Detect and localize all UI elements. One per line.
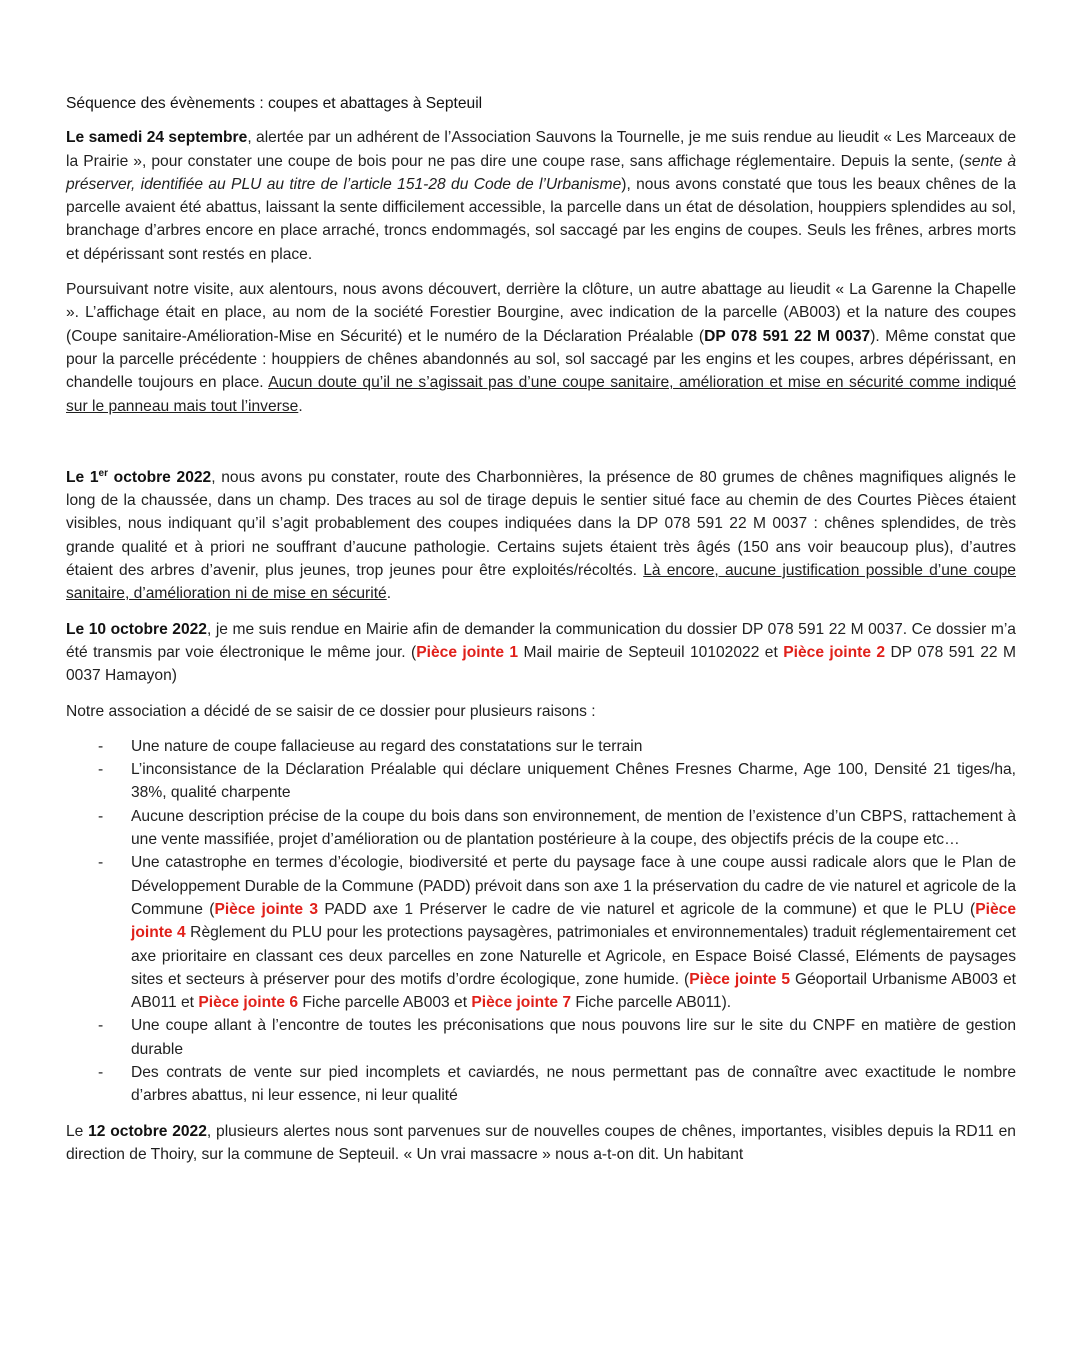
list-item-text: Fiche parcelle AB003 et	[298, 994, 472, 1012]
paragraph-text: , nous avons pu constater, route des Charbonnières, la présence de 80 grumes de chênes magnifiques alignés le long de la chaussée, dans un champ. Des traces au sol de tirage depuis le sentier situé face au chemin de des Courtes Pièces étaient visibles, nous indiquant qu’il s’agit probablement des coupes indiquées dans la DP 078 591 22 M 0037 : chênes splendides, de très grande qualité et à priori ne souffrant d’aucune pathologie. Certains sujets étaient très âgés (150 ans voir beaucoup plus), d’autres étaient des arbres d’avenir, plus jeunes, trop jeunes pour être exploités/récoltés.	[66, 468, 1016, 580]
list-item	[66, 735, 1016, 758]
attachment-ref-3: Pièce jointe 3	[214, 900, 319, 918]
list-item	[66, 851, 1016, 1014]
paragraph-text: , je me suis rendue en Mairie afin de demander la communication du dossier DP 078 591 22 M 0037. Ce dossier m’a été transmis par voie électronique le même jour. (	[66, 620, 1016, 661]
paragraph-text: .	[298, 397, 303, 415]
paragraph-text: ), nous avons constaté que tous les beaux chênes de la parcelle avaient été abattus, laissant la sente difficilement accessible, la parcelle dans un état de désolation, houppiers splendides au sol, branchage d’arbres encore en place arraché, troncs endommagés, sol saccagé par les engins de coupes. Seuls les frênes, arbres morts et dépérissant sont restés en place.	[66, 175, 1017, 263]
italic-text: sente à préserver, identifiée au PLU au titre de l’article 151-28 du Code de l’Urbanisme	[66, 152, 1017, 193]
superscript: er	[98, 467, 108, 479]
attachment-ref-6: Pièce jointe 6	[198, 994, 299, 1012]
dp-number: DP 078 591 22 M 0037	[704, 327, 871, 345]
paragraph-text: ). Même constat que pour la parcelle précédente : houppiers de chênes abandonnés au sol, sol saccagé par les engins et les coupes, arbres dépérissant, en chandelle toujours en place.	[66, 327, 1016, 392]
date-part: octobre 2022	[108, 468, 212, 486]
underlined-text: Aucun doute qu’il ne s’agissait pas d’une coupe sanitaire, amélioration et mise en sécurité comme indiqué sur le panneau mais tout l’inverse	[66, 374, 1016, 415]
reasons-list	[66, 735, 1016, 1108]
list-item-text: Règlement du PLU pour les protections paysagères, patrimoniales et environnementales) traduit réglementairement cet axe prioritaire en classant ces deux parcelles en zone Naturelle et Agricole, en Espace Boisé Classé, Eléments de paysages sites et secteurs à préserver pour des motifs d’ordre écologique, zone humide. (	[131, 924, 1016, 988]
list-item-text: Une catastrophe en termes d’écologie, biodiversité et perte du paysage face à une coupe aussi radicale alors que le Plan de Développement Durable de la Commune (PADD) prévoit dans son axe 1 la préservation du cadre de vie naturel et agricole de la Commune (	[131, 854, 1016, 918]
list-item-text: Des contrats de vente sur pied incomplets et caviardés, ne nous permettant pas de connaître avec exactitude le nombre d’arbres abattus, ni leur essence, ni leur qualité	[131, 1063, 1016, 1105]
dash-bullet: -	[98, 854, 104, 872]
date-label: Le samedi 24 septembre	[66, 129, 248, 147]
paragraph-12-octobre	[66, 1120, 1016, 1167]
underlined-text: Là encore, aucune justification possible d’une coupe sanitaire, d’amélioration ni de mise en sécurité	[66, 562, 1016, 603]
attachment-ref-2: Pièce jointe 2	[783, 643, 886, 661]
paragraph-garenne	[66, 278, 1016, 418]
attachment-ref-4: Pièce jointe 4	[131, 900, 1016, 942]
list-item-text: Une coupe allant à l’encontre de toutes les préconisations que nous pouvons lire sur le site du CNPF en matière de gestion durable	[131, 1017, 1016, 1058]
attachment-ref-7: Pièce jointe 7	[471, 994, 572, 1012]
page-title: Séquence des évènements : coupes et abattages à Septeuil	[66, 95, 483, 112]
paragraph-24-septembre	[66, 126, 1016, 266]
dash-bullet: -	[98, 761, 104, 779]
list-item-text: L’inconsistance de la Déclaration Préalable qui déclare uniquement Chênes Fresnes Charme, Age 100, Densité 21 tiges/ha, 38%, qualité charpente	[131, 761, 1016, 802]
list-item	[66, 758, 1016, 805]
paragraph-1er-octobre	[66, 466, 1016, 606]
date-label: 12 octobre 2022	[88, 1122, 207, 1140]
dash-bullet: -	[98, 1063, 104, 1081]
list-item	[66, 805, 1016, 852]
dash-bullet: -	[98, 807, 104, 825]
dash-bullet: -	[98, 1017, 104, 1035]
paragraph-text: Mail mairie de Septeuil 10102022 et	[518, 643, 784, 661]
paragraph-text: .	[386, 585, 392, 603]
paragraph-text: , alertée par un adhérent de l’Association Sauvons la Tournelle, je me suis rendue au lieudit « Les Marceaux de la Prairie », pour constater une coupe de bois pour ne pas dire une coupe rase, sans affichage réglementaire. Depuis la sente, (	[66, 129, 1016, 170]
list-item	[66, 1014, 1016, 1061]
dash-bullet: -	[98, 737, 104, 755]
paragraph-10-octobre	[66, 618, 1016, 688]
date-part: Le 1	[66, 468, 99, 486]
attachment-ref-5: Pièce jointe 5	[689, 970, 791, 988]
list-item-text: PADD axe 1 Préserver le cadre de vie naturel et agricole de la commune) et que le PLU (	[318, 900, 976, 918]
paragraph-text: Poursuivant notre visite, aux alentours, nous avons découvert, derrière la clôture, un autre abattage au lieudit « La Garenne la Chapelle ». L’affichage était en place, au nom de la société Forestier Bourgine, avec indication de la parcelle (AB003) et la nature des coupes (Coupe sanitaire-Amélioration-Mise en Sécurité) et le numéro de la Déclaration Préalable (	[66, 281, 1016, 345]
list-item-text: Fiche parcelle AB011).	[571, 994, 732, 1012]
attachment-ref-1: Pièce jointe 1	[416, 643, 519, 661]
spacer	[66, 430, 1016, 466]
list-item-text: Aucune description précise de la coupe du bois dans son environnement, de mention de l’existence d’un CBPS, rattachement à une vente massifiée, projet d’amélioration ou de plantation postérieure à la coupe, des objectifs précis de la coupe etc…	[131, 807, 1016, 849]
paragraph-text: , plusieurs alertes nous sont parvenues sur de nouvelles coupes de chênes, importantes, visibles depuis la RD11 en direction de Thoiry, sur la commune de Septeuil. « Un vrai massacre » nous a-t-on dit. Un habitant	[66, 1122, 1016, 1163]
date-label	[66, 469, 211, 486]
paragraph-text: Le	[66, 1122, 89, 1140]
paragraph-text: DP 078 591 22 M 0037 Hamayon)	[66, 643, 1016, 685]
list-item-text: Une nature de coupe fallacieuse au regard des constatations sur le terrain	[131, 737, 643, 755]
list-item-text: Géoportail Urbanisme AB003 et AB011 et	[131, 970, 1016, 1012]
document-page	[66, 92, 1016, 1178]
date-label: Le 10 octobre 2022	[66, 620, 207, 638]
paragraph-raisons: Notre association a décidé de se saisir de ce dossier pour plusieurs raisons :	[66, 702, 596, 720]
list-item	[66, 1061, 1016, 1108]
